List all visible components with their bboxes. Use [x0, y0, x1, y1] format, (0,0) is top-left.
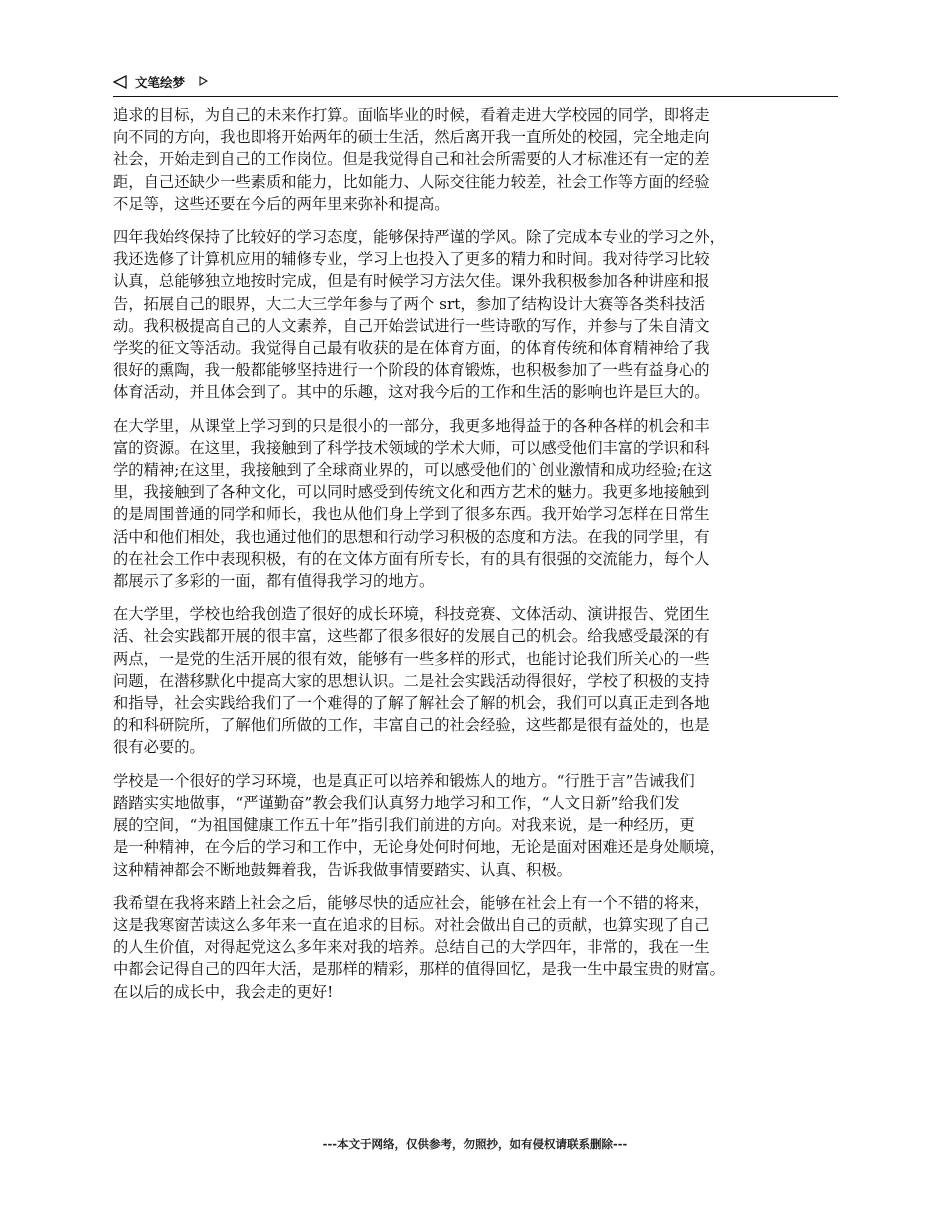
text-line: 在以后的成长中，我会走的更好!	[113, 982, 334, 1001]
text-line: 在大学里，从课堂上学习到的只是很小的一部分，我更多地得益于的各种各样的机会和丰	[113, 416, 710, 435]
text-line: 很有必要的。	[113, 738, 205, 757]
page-header	[113, 72, 838, 97]
text-line: 问题，在潜移默化中提高大家的思想认识。二是社会实践活动得很好，学校了积极的支持	[113, 671, 710, 690]
text-line: 这是我寒窗苦读这么多年来一直在追求的目标。对社会做出自己的贡献，也算实现了自己	[113, 915, 710, 934]
text-line: 我希望在我将来踏上社会之后，能够尽快的适应社会，能够在社会上有一个不错的将来，	[113, 893, 710, 912]
left-triangle-icon	[113, 75, 127, 89]
text-line: 很好的熏陶，我一般都能够坚持进行一个阶段的体育锻炼，也积极参加了一些有益身心的	[113, 361, 710, 380]
text-line: 两点，一是党的生活开展的很有效，能够有一些多样的形式，也能讨论我们所关心的一些	[113, 649, 710, 668]
text-line: 学奖的征文等活动。我觉得自己最有收获的是在体育方面，的体育传统和体育精神给了我	[113, 339, 710, 358]
footer-disclaimer: ---本文于网络，仅供参考，勿照抄，如有侵权请联系删除---	[322, 1137, 628, 1151]
text-line: 向不同的方向，我也即将开始两年的硕士生活，然后离开我一直所处的校园，完全地走向	[113, 128, 710, 147]
text-line: 的人生价值，对得起党这么多年来对我的培养。总结自己的大学四年，非常的，我在一生	[113, 938, 710, 957]
text-line: 认真，总能够独立地按时完成，但是有时候学习方法欠佳。课外我积极参加各种讲座和报	[113, 272, 710, 291]
text-line: 都展示了多彩的一面，都有值得我学习的地方。	[113, 572, 435, 591]
text-line: 的在社会工作中表现积极，有的在文体方面有所专长，有的具有很强的交流能力，每个人	[113, 549, 710, 568]
paragraph-2	[113, 226, 843, 404]
text-line: 我还选修了计算机应用的辅修专业，学习上也投入了更多的精力和时间。我对待学习比较	[113, 250, 710, 269]
text-line: 是一种精神，在今后的学习和工作中，无论身处何时何地，无论是面对困难还是身处顺境，	[113, 838, 725, 857]
text-line: 的是周围普通的同学和师长，我也从他们身上学到了很多东西。我开始学习怎样在日常生	[113, 505, 710, 524]
text-line: 动。我积极提高自己的人文素养，自己开始尝试进行一些诗歌的写作，并参与了朱自清文	[113, 316, 710, 335]
text-line: 踏踏实实地做事，“严谨勤奋”教会我们认真努力地学习和工作，“人文日新”给我们发	[113, 793, 680, 812]
text-line: 不足等，这些还要在今后的两年里来弥补和提高。	[113, 194, 450, 213]
text-line: 四年我始终保持了比较好的学习态度，能够保持严谨的学风。除了完成本专业的学习之外，	[113, 228, 725, 247]
text-line: 在大学里，学校也给我创造了很好的成长环境，科技竞赛、文体活动、演讲报告、党团生	[113, 605, 710, 624]
text-line: 距，自己还缺少一些素质和能力，比如能力、人际交往能力较差，社会工作等方面的经验	[113, 172, 710, 191]
text-line: 活中和他们相处，我也通过他们的思想和行动学习积极的态度和方法。在我的同学里，有	[113, 527, 710, 546]
paragraph-4	[113, 603, 843, 758]
text-line: 的和科研院所，了解他们所做的工作，丰富自己的社会经验，这些都是很有益处的，也是	[113, 716, 710, 735]
text-line: 活、社会实践都开展的很丰富，这些都了很多很好的发展自己的机会。给我感受最深的有	[113, 627, 710, 646]
text-line: 社会，开始走到自己的工作岗位。但是我觉得自己和社会所需要的人才标准还有一定的差	[113, 150, 710, 169]
paragraph-6	[113, 892, 843, 1003]
paragraph-1	[113, 104, 843, 215]
text-line: 中都会记得自己的四年大活，是那样的精彩，那样的值得回忆，是我一生中最宝贵的财富。	[113, 960, 725, 979]
text-line: 告，拓展自己的眼界，大二大三学年参与了两个 srt，参加了结构设计大赛等各类科技活	[113, 294, 706, 313]
text-line: 富的资源。在这里，我接触到了科学技术领域的学术大师，可以感受他们丰富的学识和科	[113, 438, 710, 457]
text-line: 学校是一个很好的学习环境，也是真正可以培养和锻炼人的地方。“行胜于言”告诫我们	[113, 771, 695, 790]
text-line: 追求的目标，为自己的未来作打算。面临毕业的时候，看着走进大学校园的同学，即将走	[113, 106, 710, 124]
text-line: 和指导，社会实践给我们了一个难得的了解了解社会了解的机会，我们可以真正走到各地	[113, 694, 710, 713]
paragraph-5	[113, 770, 843, 881]
text-line: 体育活动，并且体会到了。其中的乐趣，这对我今后的工作和生活的影响也许是巨大的。	[113, 383, 710, 402]
right-triangle-icon	[199, 76, 208, 86]
text-line: 学的精神;在这里，我接触到了全球商业界的，可以感受他们的`创业激情和成功经验;在这	[113, 461, 713, 480]
text-line: 这种精神都会不断地鼓舞着我，告诉我做事情要踏实、认真、积极。	[113, 860, 572, 879]
text-line: 展的空间，“为祖国健康工作五十年”指引我们前进的方向。对我来说，是一种经历，更	[113, 816, 695, 835]
text-line: 里，我接触到了各种文化，可以同时感受到传统文化和西方艺术的魅力。我更多地接触到	[113, 483, 710, 502]
document-body	[113, 104, 843, 1014]
header-title: 文笔绘梦	[135, 75, 186, 90]
paragraph-3	[113, 415, 843, 593]
